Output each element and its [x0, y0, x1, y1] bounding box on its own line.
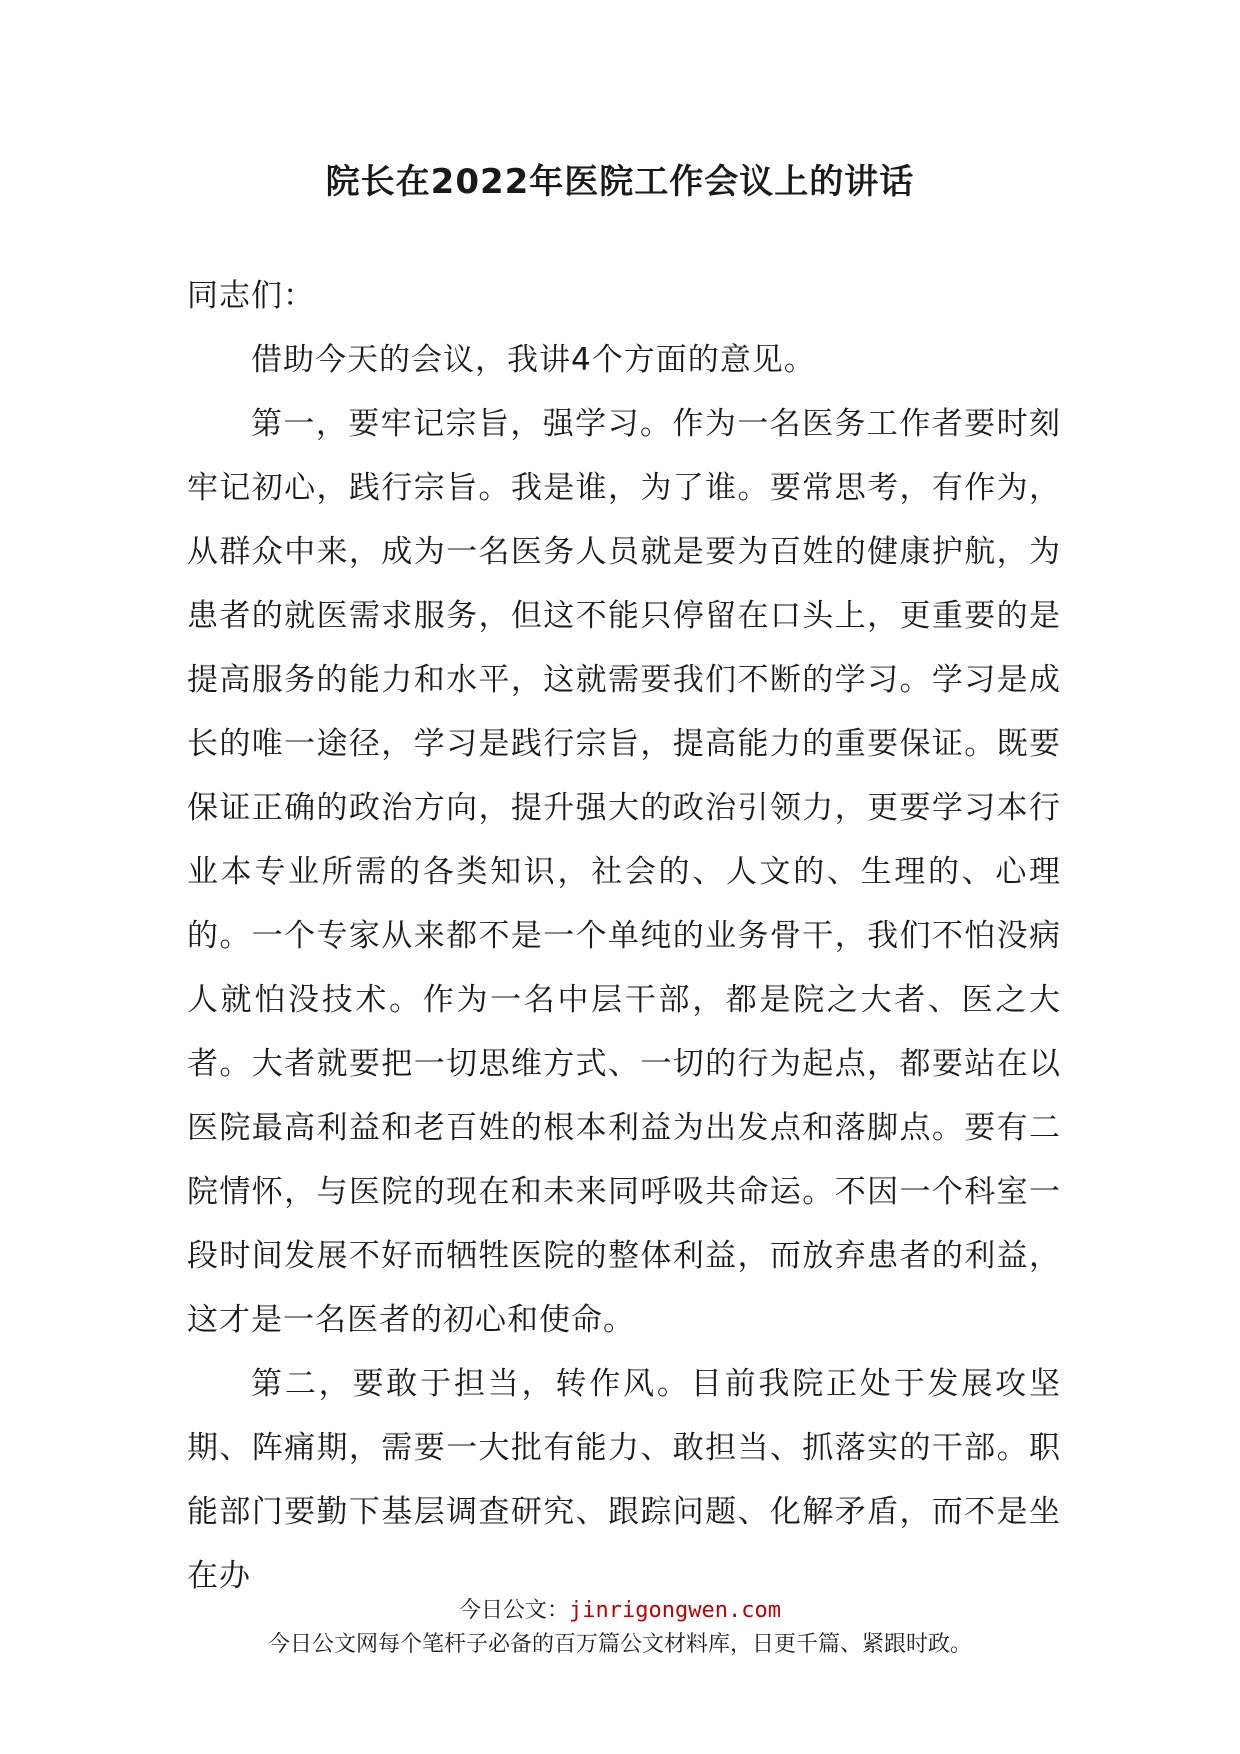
- paragraph-first-point: 第一，要牢记宗旨，强学习。作为一名医务工作者要时刻牢记初心，践行宗旨。我是谁，为了谁。要常思考，有作为，从群众中来，成为一名医务人员就是要为百姓的健康护航，为患者的就医需求服务，但这不能只停留在口头上，更重要的是提高服务的能力和水平，这就需要我们不断的学习。学习是成长的唯一途径，学习是践行宗旨，提高能力的重要保证。既要保证正确的政治方向，提升强大的政治引领力，更要学习本行业本专业所需的各类知识，社会的、人文的、生理的、心理的。一个专家从来都不是一个单纯的业务骨干，我们不怕没病人就怕没技术。作为一名中层干部，都是院之大者、医之大者。大者就要把一切思维方式、一切的行为起点，都要站在以医院最高利益和老百姓的根本利益为出发点和落脚点。要有二院情怀，与医院的现在和未来同呼吸共命运。不因一个科室一段时间发展不好而牺牲医院的整体利益，而放弃患者的利益，这才是一名医者的初心和使命。: [187, 406, 1061, 1338]
- document-title: 院长在2022年医院工作会议上的讲话: [325, 162, 915, 202]
- document-body: [187, 264, 1061, 1608]
- footer-slogan: 今日公文网每个笔杆子必备的百万篇公文材料库，日更千篇、紧跟时政。: [267, 1632, 972, 1657]
- paragraph-second-point: 第二，要敢于担当，转作风。目前我院正处于发展攻坚期、阵痛期，需要一大批有能力、敢担当、抓落实的干部。职能部门要勤下基层调查研究、跟踪问题、化解矛盾，而不是坐在办: [187, 1366, 1061, 1594]
- footer-site-line: [0, 1596, 1240, 1626]
- paragraph-intro: 借助今天的会议，我讲4个方面的意见。: [251, 342, 816, 378]
- footer-site-url[interactable]: jinrigongwen.com: [569, 1598, 781, 1623]
- salutation: 同志们：: [187, 278, 315, 314]
- footer-site-label: 今日公文：: [459, 1598, 570, 1623]
